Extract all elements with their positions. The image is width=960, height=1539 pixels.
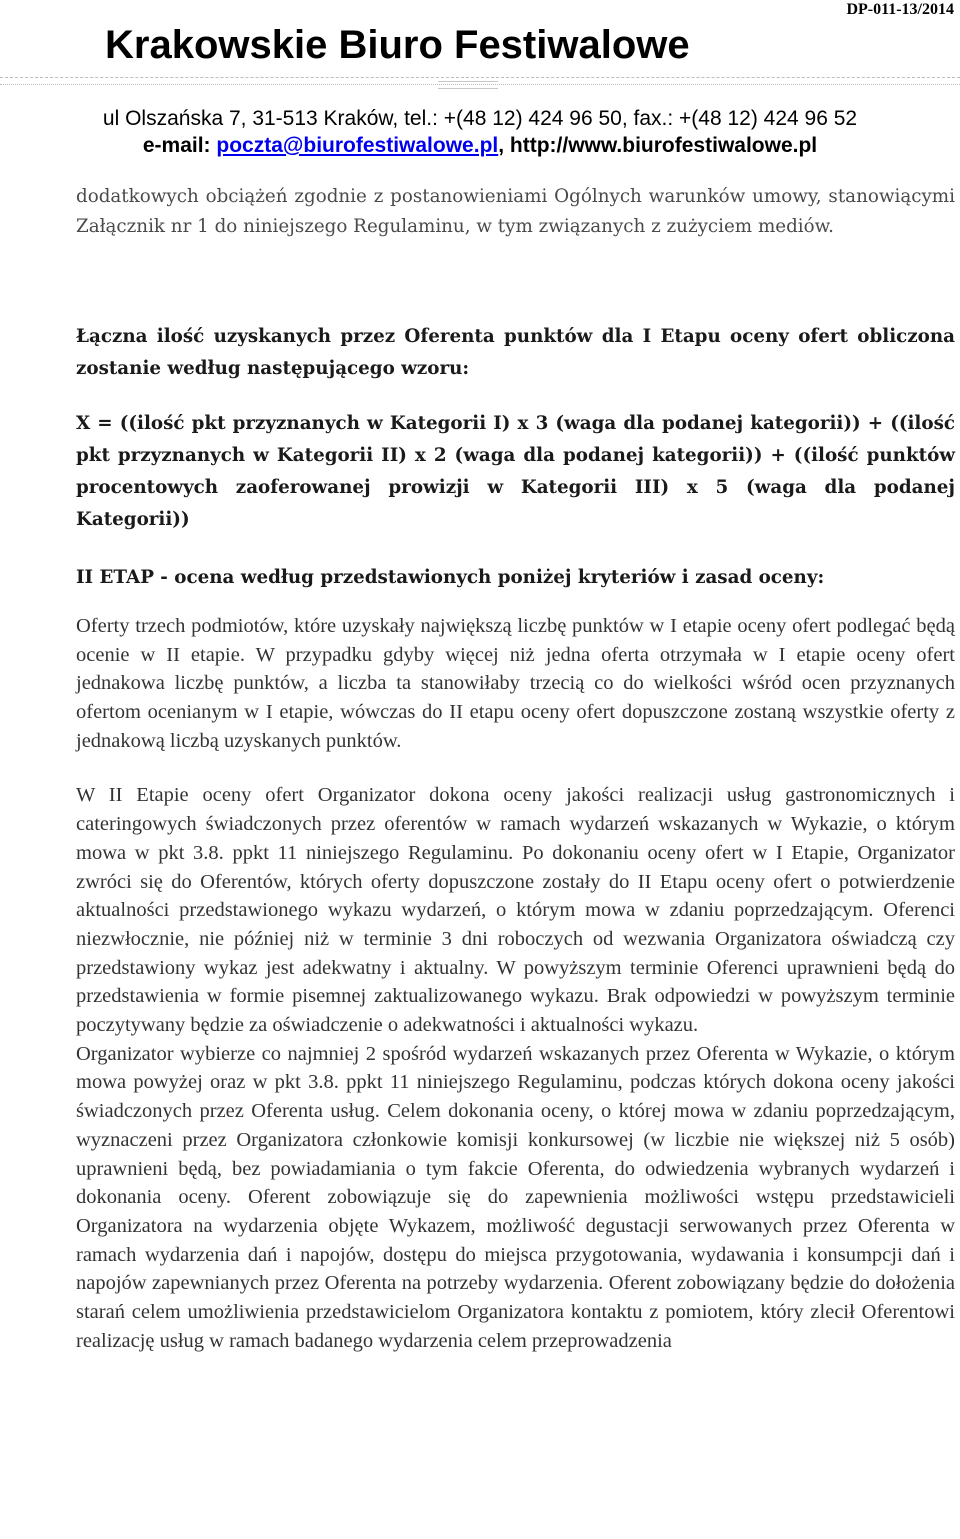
website-link[interactable]: http://www.biurofestiwalowe.pl <box>509 134 818 157</box>
scoring-formula: X = ((ilość pkt przyznanych w Kategorii I) x 3 (waga dla podanej kategorii)) + ((ilość pkt przyznanych w Kategorii II) x 2 (waga dla podanej kategorii)) + ((ilość punktów procentowych zaoferowanej prowizji w Kategorii III) x 5 (waga dla podanej Kategorii)) <box>76 413 955 530</box>
stage2-paragraph: W II Etapie oceny ofert Organizator dokona oceny jakości realizacji usług gastronomicznych i cateringowych świadczonych przez oferentów w ramach wydarzeń wskazanych w Wykazie, o którym mowa w pkt 3.8. ppkt 11 niniejszego Regulaminu. Po dokonaniu oceny ofert w I Etapie, Organizator zwróci się do Oferentów, których oferty dopuszczone zostały do II Etapu oceny ofert o potwierdzenie aktualności przedstawionego wykazu wydarzeń, o którym mowa w zdaniu poprzedzającym. Oferenci niezwłocznie, nie później niż w terminie 3 dni roboczych od wezwania Organizatora oświadczą czy przedstawiony wykaz jest adekwatny i aktualny. W powyższym terminie Oferenci uprawnieni będą do przedstawienia w formie pisemnej zaktualizowanego wykazu. Brak odpowiedzi w powyższym terminie poczytywany będzie za oświadczenie o adekwatności i aktualności wykazu. <box>76 784 955 1037</box>
stage2-paragraph: Oferty trzech podmiotów, które uzyskały największą liczbę punktów w I etapie oceny ofert podlegać będą ocenie w II etapie. W przypadku gdyby więcej niż jedna oferta otrzymała w I etapie oceny ofert jednakowa liczbę punktów, a liczba ta stanowiłaby trzecią co do wielkości wśród ocen przyznanych ofertom ocenianym w I etapie, wówczas do II etapu oceny ofert dopuszczone zostaną wszystkie oferty z jednakową liczbą uzyskanych punktów. <box>76 614 955 752</box>
stage2-heading: II ETAP - ocena według przedstawionych poniżej kryteriów i zasad oceny: <box>76 567 825 589</box>
organization-title: Krakowskie Biuro Festiwalowe <box>105 23 690 67</box>
stage2-paragraph: Organizator wybierze co najmniej 2 spośród wydarzeń wskazanych przez Oferenta w Wykazie, o którym mowa powyżej oraz w pkt 3.8. ppkt 11 niniejszego Regulaminu, podczas których dokona oceny jakości świadczonych przez Oferenta usług. Celem dokonania oceny, o której mowa w zdaniu poprzedzającym, wyznaczeni przez Organizatora członkowie komisji konkursowej (w liczbie nie większej niż 5 osób) uprawnieni będą, bez powiadamiania o tym fakcie Oferenta, do odwiedzenia wybranych wydarzeń i dokonania oceny. Oferent zobowiązuje się do zapewnienia możliwości wstępu przedstawicieli Organizatora na wydarzenia objęte Wykazem, możliwość degustacji serwowanych przez Oferenta w ramach wydarzenia dań i napojów, dostępu do miejsca przygotowania, wydawania i konsumpcji dań i napojów zapewnianych przez Oferenta na potrzeby wydarzenia. Oferent zobowiązany będzie do dołożenia starań celem umożliwienia przedstawicielom Organizatora kontaktu z pomiotem, który zlecił Oferentowi realizację usług w ramach badanego wydarzenia celem przeprowadzenia <box>76 1042 955 1352</box>
header-divider <box>0 77 960 78</box>
total-points-paragraph: Łączna ilość uzyskanych przez Oferenta punktów dla I Etapu oceny ofert obliczona zostanie według następującego wzoru: <box>76 326 955 379</box>
email-label: e-mail: <box>142 134 217 157</box>
contact-line <box>0 133 960 159</box>
header-divider-accent <box>438 81 498 82</box>
document-number: DP-011-13/2014 <box>846 1 954 18</box>
intro-paragraph: dodatkowych obciążeń zgodnie z postanowieniami Ogólnych warunków umowy, stanowiącymi Załącznik nr 1 do niniejszego Regulaminu, w tym związanych z zużyciem mediów. <box>76 186 955 237</box>
document-body <box>76 182 955 1356</box>
email-link[interactable]: poczta@biurofestiwalowe.pl <box>216 134 499 157</box>
organization-address: ul Olszańska 7, 31-513 Kraków, tel.: +(48 12) 424 96 50, fax.: +(48 12) 424 96 52 <box>102 107 858 130</box>
header-divider-accent <box>438 88 498 89</box>
contact-separator: , <box>498 134 510 157</box>
header-divider <box>0 84 960 85</box>
